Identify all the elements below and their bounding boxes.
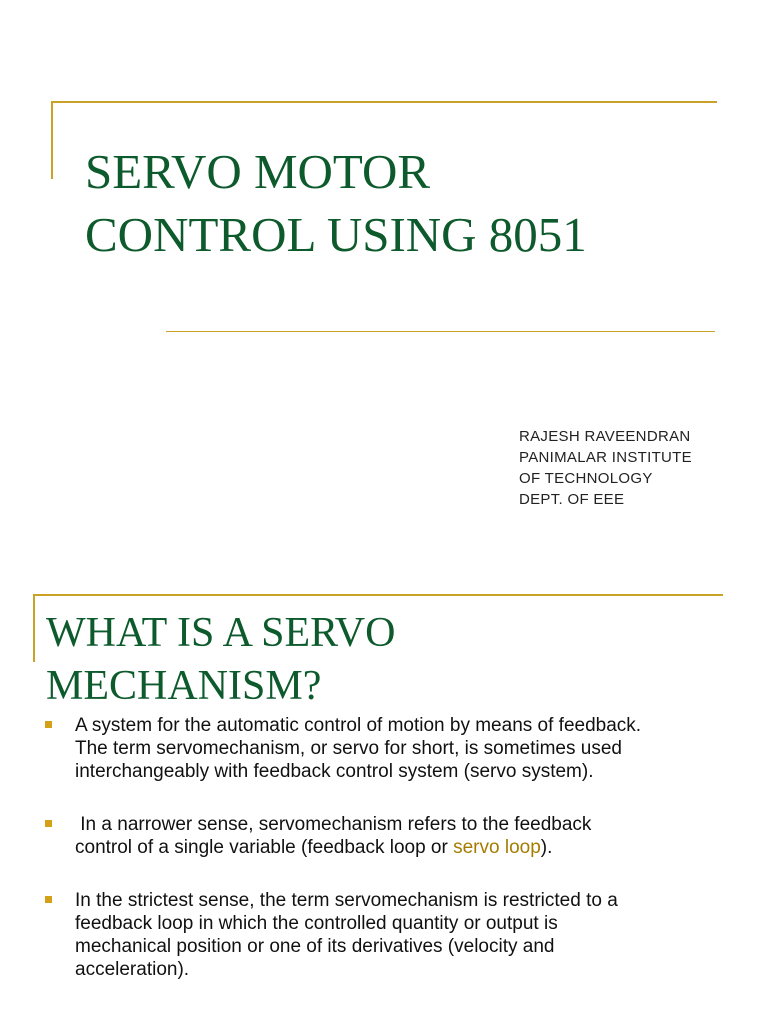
bullet-text-fragment: ). [540, 837, 553, 858]
bullet-text-line [75, 836, 744, 859]
left-accent-line [33, 594, 35, 662]
bullet-text-line: In the strictest sense, the term servomechanism is restricted to a [75, 890, 618, 911]
bullet-item [44, 813, 744, 859]
content-slide [0, 580, 768, 1024]
bullet-text-line: mechanical position or one of its derivatives (velocity and [75, 936, 555, 957]
bullet-text-fragment: control of a single variable (feedback loop or [75, 837, 454, 858]
bullet-square-icon [45, 820, 52, 827]
slide-title [46, 607, 395, 713]
title-line: SERVO MOTOR [85, 144, 431, 199]
bullet-square-icon [45, 896, 52, 903]
bullet-square-icon [45, 721, 52, 728]
left-accent-line [51, 101, 53, 179]
author-institute: OF TECHNOLOGY [519, 470, 653, 487]
title-line: MECHANISM? [46, 663, 322, 709]
author-block [519, 426, 692, 510]
author-name: RAJESH RAVEENDRAN [519, 428, 691, 445]
bottom-accent-line [166, 331, 715, 332]
bullet-item [44, 889, 744, 981]
bullet-text-line: In a narrower sense, servomechanism refers to the feedback [75, 814, 592, 835]
author-institute: PANIMALAR INSTITUTE [519, 449, 692, 466]
servo-loop-link[interactable]: servo loop [453, 837, 541, 858]
top-accent-line [51, 101, 717, 103]
bullet-item [44, 714, 744, 783]
bullet-text-line: acceleration). [75, 959, 190, 980]
slide-title [85, 140, 587, 266]
bullet-text-line: feedback loop in which the controlled quantity or output is [75, 913, 558, 934]
bullet-text-line: A system for the automatic control of motion by means of feedback. [75, 715, 642, 736]
top-accent-line [33, 594, 723, 596]
author-department: DEPT. OF EEE [519, 491, 625, 508]
title-line: WHAT IS A SERVO [46, 610, 396, 656]
bullet-list [44, 714, 744, 981]
bullet-text-line: interchangeably with feedback control system (servo system). [75, 761, 594, 782]
bullet-text-line: The term servomechanism, or servo for short, is sometimes used [75, 738, 622, 759]
title-line: CONTROL USING 8051 [85, 207, 587, 262]
